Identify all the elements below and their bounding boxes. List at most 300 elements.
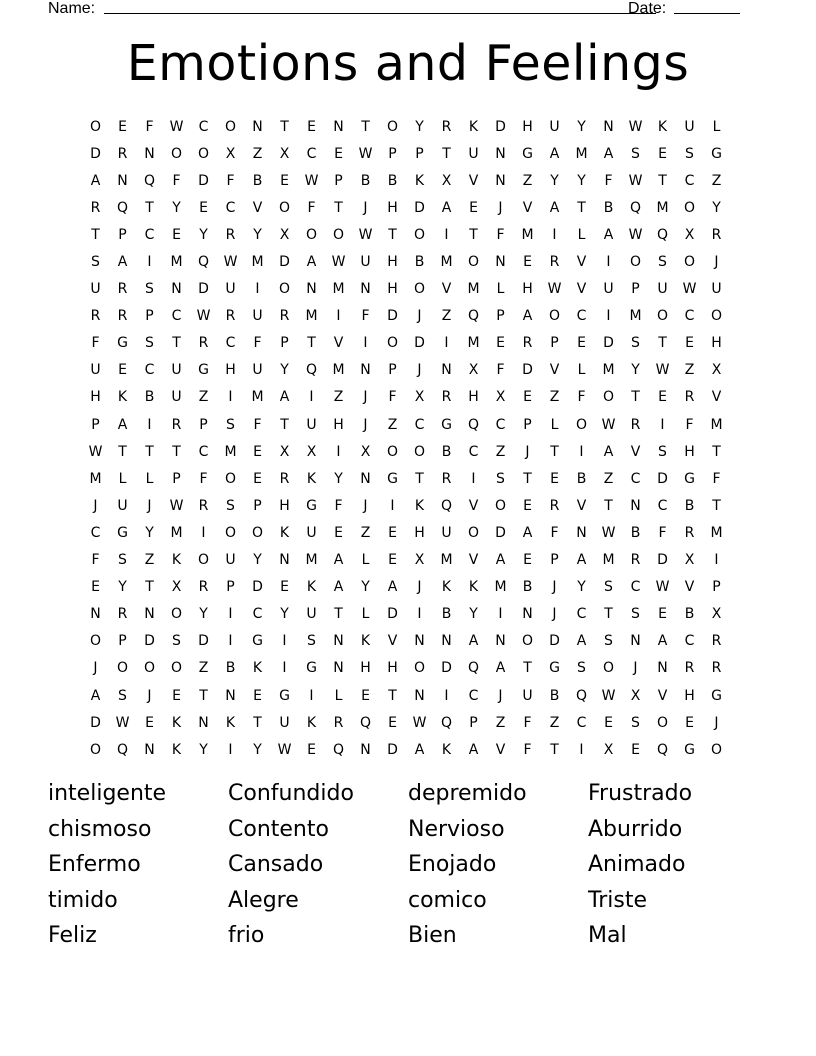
grid-letter: N: [144, 145, 155, 162]
grid-letter: U: [441, 524, 452, 541]
grid-letter: R: [225, 308, 236, 325]
date-label: Date:: [628, 0, 667, 17]
grid-letter: N: [360, 281, 371, 298]
grid-letter: P: [388, 362, 397, 379]
word-list-item: chismoso: [48, 816, 152, 842]
grid-letter: O: [602, 389, 615, 406]
grid-letter: I: [606, 254, 611, 271]
grid-letter: O: [575, 416, 588, 433]
grid-letter: K: [306, 579, 317, 596]
grid-letter: U: [549, 118, 560, 135]
grid-letter: L: [577, 362, 586, 379]
grid-letter: Q: [656, 741, 669, 758]
grid-letter: T: [712, 497, 721, 514]
grid-letter: J: [552, 579, 557, 596]
grid-letter: T: [145, 579, 154, 596]
grid-letter: H: [279, 497, 290, 514]
grid-letter: E: [388, 524, 397, 541]
grid-letter: K: [414, 172, 425, 189]
grid-letter: A: [549, 145, 560, 162]
grid-letter: N: [414, 687, 425, 704]
grid-letter: D: [279, 254, 290, 271]
grid-letter: J: [633, 660, 638, 677]
grid-letter: O: [602, 660, 615, 677]
grid-letter: A: [117, 416, 128, 433]
grid-letter: I: [660, 416, 665, 433]
grid-letter: T: [604, 606, 613, 623]
grid-letter: W: [547, 281, 562, 298]
grid-letter: W: [655, 579, 670, 596]
grid-letter: T: [307, 335, 316, 352]
word-list-item: Frustrado: [588, 781, 693, 806]
grid-letter: A: [468, 633, 479, 650]
grid-letter: E: [523, 389, 532, 406]
grid-letter: V: [468, 497, 479, 514]
grid-letter: F: [199, 470, 208, 487]
grid-letter: N: [495, 145, 506, 162]
grid-letter: N: [657, 660, 668, 677]
grid-letter: O: [629, 254, 642, 271]
grid-letter: I: [147, 254, 152, 271]
grid-letter: I: [228, 633, 233, 650]
grid-letter: J: [417, 308, 422, 325]
grid-letter: A: [495, 552, 506, 569]
word-list-item: Enojado: [408, 852, 497, 877]
grid-letter: L: [496, 281, 505, 298]
grid-letter: G: [441, 416, 452, 433]
grid-letter: X: [711, 606, 722, 623]
grid-letter: K: [225, 714, 236, 731]
grid-letter: Y: [199, 741, 208, 758]
grid-letter: X: [603, 741, 614, 758]
grid-letter: N: [279, 552, 290, 569]
grid-letter: M: [440, 254, 453, 271]
grid-letter: A: [603, 443, 614, 460]
grid-letter: N: [630, 633, 641, 650]
grid-letter: E: [577, 335, 586, 352]
grid-letter: C: [684, 308, 695, 325]
grid-letter: E: [307, 118, 316, 135]
grid-letter: D: [414, 335, 425, 352]
grid-letter: T: [388, 226, 397, 243]
grid-letter: F: [604, 172, 613, 189]
grid-letter: D: [387, 308, 398, 325]
grid-letter: B: [144, 389, 155, 406]
grid-letter: Y: [253, 741, 262, 758]
grid-letter: W: [331, 254, 346, 271]
grid-letter: X: [468, 362, 479, 379]
grid-letter: V: [576, 254, 587, 271]
grid-letter: P: [550, 335, 559, 352]
grid-letter: R: [441, 118, 452, 135]
grid-letter: D: [495, 524, 506, 541]
grid-letter: I: [390, 497, 395, 514]
grid-letter: O: [386, 335, 399, 352]
grid-letter: Q: [116, 741, 129, 758]
grid-letter: W: [601, 416, 616, 433]
grid-letter: O: [656, 714, 669, 731]
grid-letter: D: [198, 633, 209, 650]
grid-letter: S: [118, 687, 127, 704]
grid-letter: O: [224, 524, 237, 541]
grid-letter: V: [684, 579, 695, 596]
grid-letter: S: [307, 633, 316, 650]
grid-letter: T: [91, 226, 100, 243]
grid-letter: C: [576, 606, 587, 623]
grid-letter: P: [253, 497, 262, 514]
grid-letter: U: [711, 281, 722, 298]
grid-letter: R: [630, 416, 641, 433]
grid-letter: B: [387, 172, 398, 189]
grid-letter: K: [414, 497, 425, 514]
grid-letter: N: [603, 118, 614, 135]
grid-letter: Y: [145, 524, 154, 541]
grid-letter: K: [171, 552, 182, 569]
grid-letter: F: [712, 470, 721, 487]
grid-letter: D: [387, 741, 398, 758]
grid-letter: G: [549, 660, 560, 677]
name-date-line: [48, 0, 748, 20]
grid-letter: F: [307, 199, 316, 216]
grid-letter: T: [361, 118, 370, 135]
grid-letter: E: [658, 389, 667, 406]
grid-letter: E: [388, 552, 397, 569]
grid-letter: X: [684, 552, 695, 569]
grid-letter: Z: [495, 443, 506, 460]
grid-letter: C: [252, 606, 263, 623]
grid-letter: B: [225, 660, 236, 677]
grid-letter: J: [147, 687, 152, 704]
grid-letter: B: [441, 443, 452, 460]
grid-letter: M: [656, 199, 669, 216]
grid-letter: U: [684, 118, 695, 135]
grid-letter: U: [171, 362, 182, 379]
word-list-item: Bien: [408, 923, 457, 948]
grid-letter: V: [522, 199, 533, 216]
grid-letter: R: [684, 524, 695, 541]
grid-letter: Z: [711, 172, 722, 189]
grid-letter: G: [684, 741, 695, 758]
grid-letter: W: [628, 172, 643, 189]
grid-letter: I: [309, 389, 314, 406]
grid-letter: T: [442, 145, 451, 162]
grid-letter: Q: [440, 714, 453, 731]
grid-letter: G: [117, 335, 128, 352]
grid-letter: O: [89, 741, 102, 758]
grid-letter: W: [628, 118, 643, 135]
grid-letter: I: [552, 226, 557, 243]
grid-letter: U: [657, 281, 668, 298]
grid-letter: M: [305, 308, 318, 325]
grid-letter: C: [630, 470, 641, 487]
grid-letter: K: [441, 741, 452, 758]
grid-letter: F: [361, 308, 370, 325]
grid-letter: D: [90, 145, 101, 162]
grid-letter: Z: [495, 714, 506, 731]
grid-letter: X: [414, 389, 425, 406]
grid-letter: D: [198, 172, 209, 189]
grid-letter: E: [91, 579, 100, 596]
grid-letter: L: [577, 226, 586, 243]
grid-letter: Z: [549, 389, 560, 406]
grid-letter: P: [199, 416, 208, 433]
grid-letter: E: [199, 199, 208, 216]
grid-letter: M: [467, 281, 480, 298]
grid-letter: S: [631, 335, 640, 352]
grid-letter: I: [498, 606, 503, 623]
grid-letter: O: [710, 308, 723, 325]
grid-letter: O: [386, 443, 399, 460]
grid-letter: W: [682, 281, 697, 298]
grid-letter: V: [711, 389, 722, 406]
grid-letter: Y: [253, 552, 262, 569]
word-list: [48, 779, 768, 957]
grid-letter: M: [440, 552, 453, 569]
grid-letter: Q: [467, 308, 480, 325]
grid-letter: Y: [577, 579, 586, 596]
grid-letter: R: [198, 579, 209, 596]
word-list-item: Animado: [588, 852, 686, 877]
grid-letter: F: [253, 335, 262, 352]
grid-letter: E: [280, 172, 289, 189]
grid-letter: P: [91, 416, 100, 433]
grid-letter: M: [305, 552, 318, 569]
grid-letter: J: [498, 687, 503, 704]
grid-letter: O: [467, 524, 480, 541]
grid-letter: R: [90, 308, 101, 325]
grid-letter: I: [282, 660, 287, 677]
grid-letter: S: [91, 254, 100, 271]
grid-letter: Q: [359, 714, 372, 731]
grid-letter: E: [118, 362, 127, 379]
grid-letter: Q: [305, 362, 318, 379]
grid-letter: N: [360, 362, 371, 379]
grid-letter: I: [336, 308, 341, 325]
grid-letter: Q: [656, 226, 669, 243]
grid-letter: X: [684, 226, 695, 243]
grid-letter: S: [604, 579, 613, 596]
grid-letter: H: [711, 335, 722, 352]
grid-letter: N: [306, 281, 317, 298]
grid-letter: I: [606, 308, 611, 325]
grid-letter: B: [684, 497, 695, 514]
word-list-item: Mal: [588, 923, 627, 948]
grid-letter: B: [684, 606, 695, 623]
grid-letter: O: [170, 660, 183, 677]
grid-letter: C: [144, 362, 155, 379]
grid-letter: I: [201, 524, 206, 541]
grid-letter: S: [145, 335, 154, 352]
grid-letter: T: [172, 335, 181, 352]
grid-letter: Z: [252, 145, 263, 162]
grid-letter: Z: [684, 362, 695, 379]
grid-letter: O: [413, 660, 426, 677]
grid-letter: J: [525, 443, 530, 460]
grid-letter: R: [684, 660, 695, 677]
grid-letter: K: [360, 633, 371, 650]
grid-letter: C: [198, 443, 209, 460]
grid-letter: A: [333, 552, 344, 569]
grid-letter: C: [657, 497, 668, 514]
grid-letter: E: [604, 714, 613, 731]
grid-letter: D: [387, 606, 398, 623]
grid-letter: D: [522, 362, 533, 379]
word-list-item: Alegre: [228, 887, 299, 913]
grid-letter: S: [685, 145, 694, 162]
grid-letter: H: [468, 389, 479, 406]
grid-letter: J: [93, 660, 98, 677]
grid-letter: I: [228, 741, 233, 758]
grid-letter: T: [280, 118, 289, 135]
grid-letter: P: [145, 308, 154, 325]
grid-letter: E: [496, 335, 505, 352]
grid-letter: O: [413, 226, 426, 243]
grid-letter: M: [602, 552, 615, 569]
grid-letter: Y: [118, 579, 127, 596]
grid-letter: P: [118, 226, 127, 243]
grid-letter: Z: [603, 470, 614, 487]
grid-letter: W: [169, 118, 184, 135]
grid-letter: Z: [198, 389, 209, 406]
grid-letter: N: [171, 281, 182, 298]
grid-letter: G: [684, 470, 695, 487]
grid-letter: Y: [280, 362, 289, 379]
grid-letter: Q: [197, 254, 210, 271]
grid-letter: C: [198, 118, 209, 135]
grid-letter: J: [417, 362, 422, 379]
grid-letter: W: [601, 687, 616, 704]
grid-letter: D: [90, 714, 101, 731]
grid-letter: V: [468, 172, 479, 189]
grid-letter: W: [358, 145, 373, 162]
grid-letter: T: [388, 687, 397, 704]
grid-letter: I: [444, 687, 449, 704]
grid-letter: C: [684, 633, 695, 650]
grid-letter: Y: [199, 606, 208, 623]
grid-letter: U: [279, 714, 290, 731]
grid-letter: R: [279, 470, 290, 487]
grid-letter: Z: [333, 389, 344, 406]
grid-letter: C: [171, 308, 182, 325]
grid-letter: U: [306, 524, 317, 541]
grid-letter: C: [225, 199, 236, 216]
grid-letter: A: [576, 552, 587, 569]
grid-letter: O: [224, 470, 237, 487]
grid-letter: N: [333, 660, 344, 677]
grid-letter: P: [118, 633, 127, 650]
word-list-item: Triste: [588, 887, 647, 913]
grid-letter: R: [198, 497, 209, 514]
grid-letter: A: [576, 633, 587, 650]
grid-letter: U: [252, 308, 263, 325]
grid-letter: S: [145, 281, 154, 298]
grid-letter: M: [710, 524, 723, 541]
grid-letter: B: [441, 606, 452, 623]
grid-letter: F: [685, 416, 694, 433]
grid-letter: T: [469, 226, 478, 243]
word-list-item: frio: [228, 923, 265, 948]
grid-letter: F: [523, 741, 532, 758]
grid-letter: D: [441, 660, 452, 677]
grid-letter: R: [441, 389, 452, 406]
grid-letter: V: [333, 335, 344, 352]
grid-letter: J: [714, 254, 719, 271]
grid-letter: P: [712, 579, 721, 596]
grid-letter: X: [360, 443, 371, 460]
grid-letter: T: [658, 335, 667, 352]
grid-letter: Y: [253, 226, 262, 243]
grid-letter: J: [147, 497, 152, 514]
grid-letter: E: [118, 118, 127, 135]
grid-letter: D: [495, 118, 506, 135]
grid-letter: S: [631, 145, 640, 162]
grid-letter: F: [550, 524, 559, 541]
grid-letter: W: [601, 524, 616, 541]
grid-letter: V: [495, 741, 506, 758]
grid-letter: I: [471, 470, 476, 487]
grid-letter: G: [306, 497, 317, 514]
grid-letter: I: [579, 741, 584, 758]
grid-letter: F: [91, 552, 100, 569]
grid-letter: N: [144, 606, 155, 623]
grid-letter: Y: [631, 362, 640, 379]
grid-letter: M: [89, 470, 102, 487]
grid-letter: R: [711, 633, 722, 650]
grid-letter: Q: [467, 660, 480, 677]
grid-letter: T: [523, 660, 532, 677]
grid-letter: P: [388, 145, 397, 162]
grid-letter: H: [225, 362, 236, 379]
grid-letter: O: [278, 199, 291, 216]
grid-letter: I: [579, 443, 584, 460]
grid-letter: I: [417, 606, 422, 623]
grid-letter: O: [683, 199, 696, 216]
grid-letter: E: [523, 552, 532, 569]
grid-letter: G: [117, 524, 128, 541]
grid-letter: T: [577, 199, 586, 216]
grid-letter: N: [360, 470, 371, 487]
grid-letter: S: [496, 470, 505, 487]
grid-letter: C: [144, 226, 155, 243]
grid-letter: N: [495, 254, 506, 271]
grid-letter: O: [170, 606, 183, 623]
grid-letter: E: [523, 497, 532, 514]
grid-letter: J: [363, 389, 368, 406]
grid-letter: D: [549, 633, 560, 650]
word-list-item: timido: [48, 887, 118, 913]
grid-letter: N: [630, 497, 641, 514]
grid-letter: F: [496, 362, 505, 379]
grid-letter: O: [521, 633, 534, 650]
grid-letter: Z: [441, 308, 452, 325]
grid-letter: M: [251, 389, 264, 406]
grid-letter: P: [415, 145, 424, 162]
grid-letter: O: [305, 226, 318, 243]
grid-letter: U: [225, 552, 236, 569]
grid-letter: F: [253, 416, 262, 433]
grid-letter: A: [522, 524, 533, 541]
grid-letter: N: [360, 741, 371, 758]
grid-letter: A: [279, 389, 290, 406]
grid-letter: T: [415, 470, 424, 487]
grid-letter: U: [306, 416, 317, 433]
grid-letter: C: [630, 579, 641, 596]
grid-letter: O: [89, 118, 102, 135]
grid-letter: S: [658, 254, 667, 271]
grid-letter: T: [334, 606, 343, 623]
word-list-item: depremido: [408, 781, 527, 806]
grid-letter: Y: [550, 172, 559, 189]
